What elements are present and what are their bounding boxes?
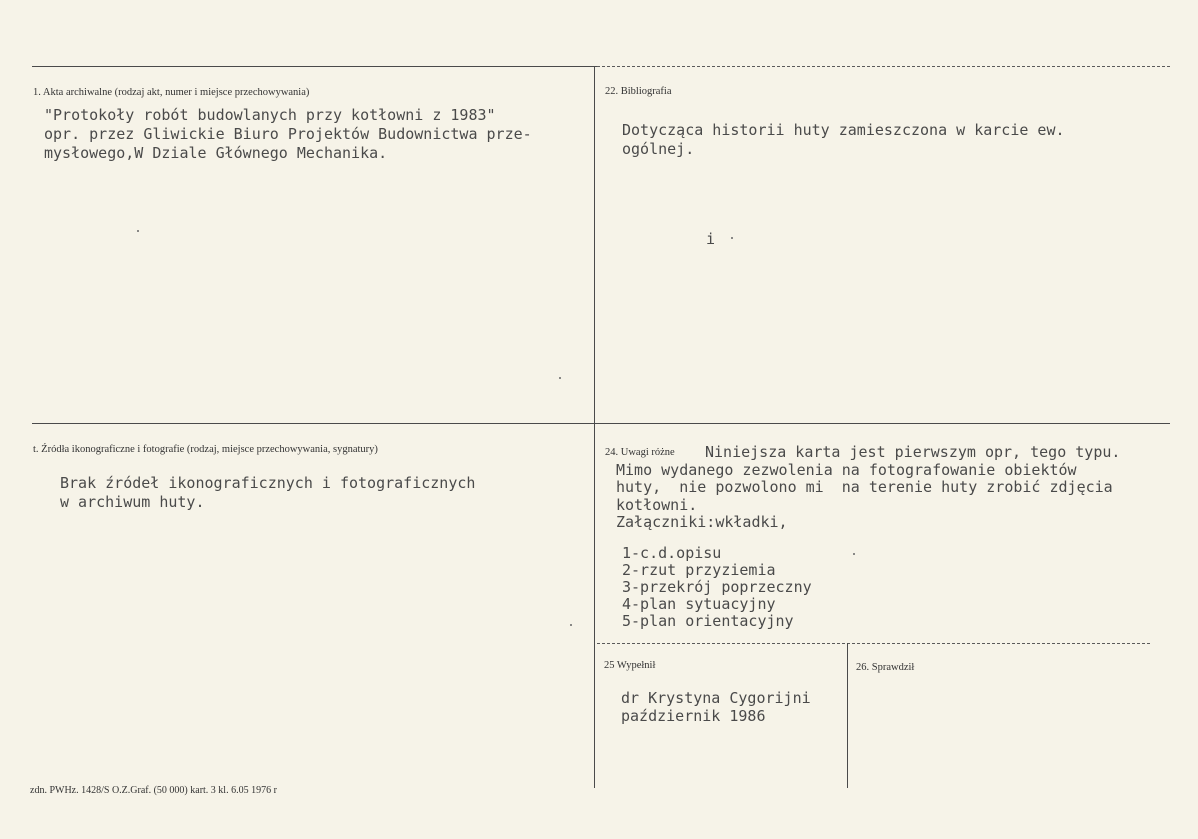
wypelnil-line-1: dr Krystyna Cygorijni [621, 689, 811, 707]
bibliografia-stray-mark: i [706, 230, 716, 248]
attachment-item-4: 4-plan sytuacyjny [622, 595, 776, 613]
sprawdzil-label: 26. Sprawdził [856, 662, 915, 673]
bibliografia-label: 22. Bibliografia [605, 86, 672, 97]
bibliografia-line-2: ogólnej. [622, 140, 695, 158]
bibliografia-line-1: Dotycząca historii huty zamieszczona w karcie ew. [622, 121, 1065, 139]
uwagi-label: 24. Uwagi różne [605, 447, 675, 458]
wypelnil-line-2: październik 1986 [621, 707, 766, 725]
middle-rule [32, 423, 1170, 424]
paper-speck [853, 553, 855, 555]
paper-speck [731, 237, 733, 239]
print-imprint: zdn. PWHz. 1428/S O.Z.Graf. (50 000) kart. 3 kl. 6.05 1976 r [30, 785, 277, 796]
akta-line-3: mysłowego,W Dziale Głównego Mechanika. [44, 144, 388, 162]
uwagi-line-3: kotłowni. [616, 496, 698, 514]
zrodla-line-2: w archiwum huty. [60, 493, 205, 511]
attachment-item-2: 2-rzut przyziemia [622, 561, 776, 579]
wypelnil-label: 25 Wypełnił [604, 660, 656, 671]
top-rule-left [32, 66, 597, 67]
uwagi-line-2: huty, nie pozwolono mi na terenie huty zrobić zdjęcia [616, 478, 1113, 496]
attachment-item-1: 1-c.d.opisu [622, 544, 722, 562]
uwagi-line-4: Załączniki:wkładki, [616, 513, 788, 531]
lower-right-rule [597, 643, 1150, 644]
akta-line-2: opr. przez Gliwickie Biuro Projektów Budownictwa prze- [44, 125, 532, 143]
attachment-item-5: 5-plan orientacyjny [622, 612, 794, 630]
uwagi-line-1: Mimo wydanego zezwolenia na fotografowanie obiektów [616, 461, 1077, 479]
zrodla-line-1: Brak źródeł ikonograficznych i fotograficznych [60, 474, 476, 492]
akta-line-1: "Protokoły robót budowlanych przy kotłowni z 1983" [44, 106, 496, 124]
attachment-item-3: 3-przekrój poprzeczny [622, 578, 812, 596]
paper-speck [570, 624, 572, 626]
paper-speck [137, 230, 139, 232]
akta-label: 1. Akta archiwalne (rodzaj akt, numer i miejsce przechowywania) [33, 87, 310, 98]
paper-speck [559, 377, 561, 379]
center-divider [594, 66, 595, 788]
top-rule-right [597, 66, 1170, 67]
zrodla-label: t. Źródła ikonograficzne i fotografie (rodzaj, miejsce przechowywania, sygnatury) [33, 444, 378, 455]
signature-divider [847, 643, 848, 788]
uwagi-first-line: Niniejsza karta jest pierwszym opr, tego typu. [705, 443, 1121, 461]
